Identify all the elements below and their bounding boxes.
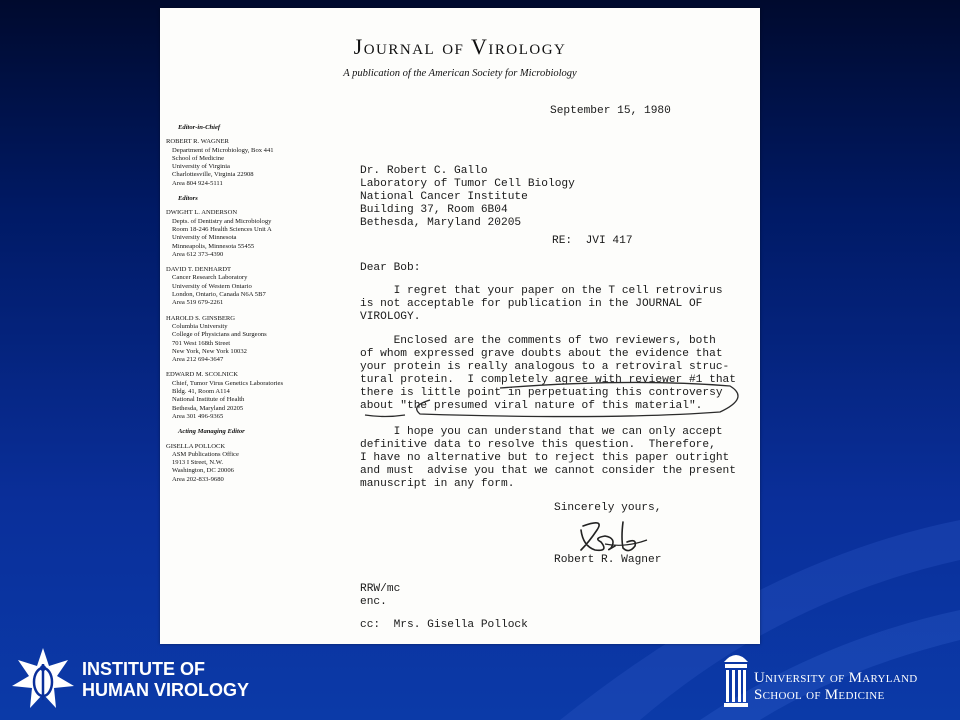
editor-line: New York, New York 10032: [172, 347, 247, 355]
paragraph-line: I have no alternative but to reject this paper outright: [360, 452, 730, 464]
editor-line: Columbia University: [172, 322, 228, 330]
reference-line: RE: JVI 417: [552, 235, 633, 247]
enclosure: enc.: [360, 596, 387, 608]
letter-document: [160, 8, 760, 644]
editor-name: EDWARD M. SCOLNICK: [166, 371, 238, 379]
editor-line: Room 18-246 Health Sciences Unit A: [172, 225, 272, 233]
editor-block: [166, 209, 316, 259]
paragraph-line: and must advise you that we cannot consider the present: [360, 465, 736, 477]
letter-date: September 15, 1980: [550, 105, 671, 117]
journal-title: Journal of Virology: [353, 34, 567, 59]
journal-subtitle: A publication of the American Society for Microbiology: [343, 68, 577, 79]
paragraph-line: of whom expressed grave doubts about the evidence that: [360, 348, 723, 360]
editor-line: Chief, Tumor Virus Genetics Laboratories: [172, 379, 284, 387]
recipient-line: National Cancer Institute: [360, 191, 528, 203]
signer-name: Robert R. Wagner: [554, 554, 662, 566]
editor-in-chief-block: [166, 138, 316, 188]
recipient-line: Bethesda, Maryland 20205: [360, 217, 522, 229]
editor-line: ASM Publications Office: [172, 450, 239, 458]
editor-line: Department of Microbiology, Box 441: [172, 146, 274, 154]
editor-block: [166, 266, 316, 307]
editor-line: Area 804 924-5111: [172, 179, 223, 187]
paragraph-line: manuscript in any form.: [360, 478, 515, 490]
umd-logo: [722, 652, 952, 712]
editor-line: University of Minnesota: [172, 234, 237, 242]
ihv-star-icon: [10, 646, 76, 712]
editor-block: [166, 371, 316, 421]
managing-editor-name: GISELLA POLLOCK: [166, 442, 226, 450]
editor-line: Washington, DC 20006: [172, 467, 234, 475]
paragraph-line: VIROLOGY.: [360, 311, 421, 323]
paragraph-line: Enclosed are the comments of two reviewers, both: [360, 335, 716, 347]
editor-line: Charlottesville, Virginia 22908: [172, 171, 254, 179]
editor-line: Area 519 679-2261: [172, 299, 224, 307]
editor-in-chief-heading: Editor-in-Chief: [178, 124, 221, 131]
recipient-line: Building 37, Room 6B04: [360, 204, 508, 216]
paragraph-line: your protein is really analogous to a retroviral struc-: [360, 361, 730, 373]
paragraph-line: definitive data to resolve this question. Therefore,: [360, 439, 716, 451]
editor-line: Bethesda, Maryland 20205: [172, 404, 244, 412]
editor-line: Bldg. 41, Room A114: [172, 388, 230, 396]
editor-line: University of Western Ontario: [172, 282, 252, 290]
paragraph-line: there is little point in perpetuating this controversy: [360, 387, 723, 399]
editor-line: University of Virginia: [172, 163, 230, 171]
editor-line: Area 202-833-9680: [172, 475, 224, 483]
paragraph-line: is not acceptable for publication in the JOURNAL OF: [360, 298, 703, 310]
umd-line-2: School of Medicine: [754, 687, 885, 703]
editor-line: College of Physicians and Surgeons: [172, 331, 267, 339]
editor-line: London, Ontario, Canada N6A 5B7: [172, 291, 266, 299]
paragraph-line: about "the presumed viral nature of this material".: [360, 400, 703, 412]
managing-editor-heading: Acting Managing Editor: [178, 428, 245, 436]
recipient-line: Dr. Robert C. Gallo: [360, 165, 488, 177]
salutation: Dear Bob:: [360, 262, 421, 274]
editor-line: Area 212 694-3647: [172, 356, 224, 364]
editors-heading: Editors: [178, 195, 198, 203]
ihv-line-1: INSTITUTE OF: [82, 659, 205, 679]
umd-line-1: University of Maryland: [754, 670, 918, 686]
editor-name: ROBERT R. WAGNER: [166, 138, 229, 146]
paragraph-line: I hope you can understand that we can only accept: [360, 426, 723, 438]
ihv-line-2: HUMAN VIROLOGY: [82, 680, 250, 700]
editor-line: Minneapolis, Minnesota 55455: [172, 242, 255, 250]
editor-line: National Institute of Health: [172, 396, 245, 404]
editor-line: 1913 I Street, N.W.: [172, 459, 224, 467]
editor-name: DAVID T. DENHARDT: [166, 266, 232, 274]
ihv-name: [82, 659, 249, 701]
cc-line: cc: Mrs. Gisella Pollock: [360, 619, 528, 631]
paragraph-line: tural protein. I completely agree with reviewer #1 that: [360, 374, 736, 386]
paragraph-line: I regret that your paper on the T cell retrovirus: [360, 285, 723, 297]
masthead-sidebar: [166, 124, 316, 491]
initials: RRW/mc: [360, 583, 401, 595]
recipient-line: Laboratory of Tumor Cell Biology: [360, 178, 575, 190]
closing: Sincerely yours,: [554, 502, 662, 514]
umd-name: [754, 670, 918, 704]
editor-name: HAROLD S. GINSBERG: [166, 314, 236, 322]
editor-block: [166, 315, 316, 365]
editor-line: Depts. of Dentistry and Microbiology: [172, 217, 272, 225]
handwritten-signature: [575, 516, 655, 558]
umd-building-icon: [722, 652, 750, 710]
editor-line: Area 612 373-4390: [172, 250, 224, 258]
editor-line: Cancer Research Laboratory: [172, 274, 248, 282]
editor-line: School of Medicine: [172, 154, 225, 162]
managing-editor-block: [166, 443, 316, 484]
editor-name: DWIGHT L. ANDERSON: [166, 209, 238, 217]
ihv-logo: [10, 646, 270, 716]
editor-line: Area 301 496-9365: [172, 412, 224, 420]
editor-line: 701 West 168th Street: [172, 339, 231, 347]
